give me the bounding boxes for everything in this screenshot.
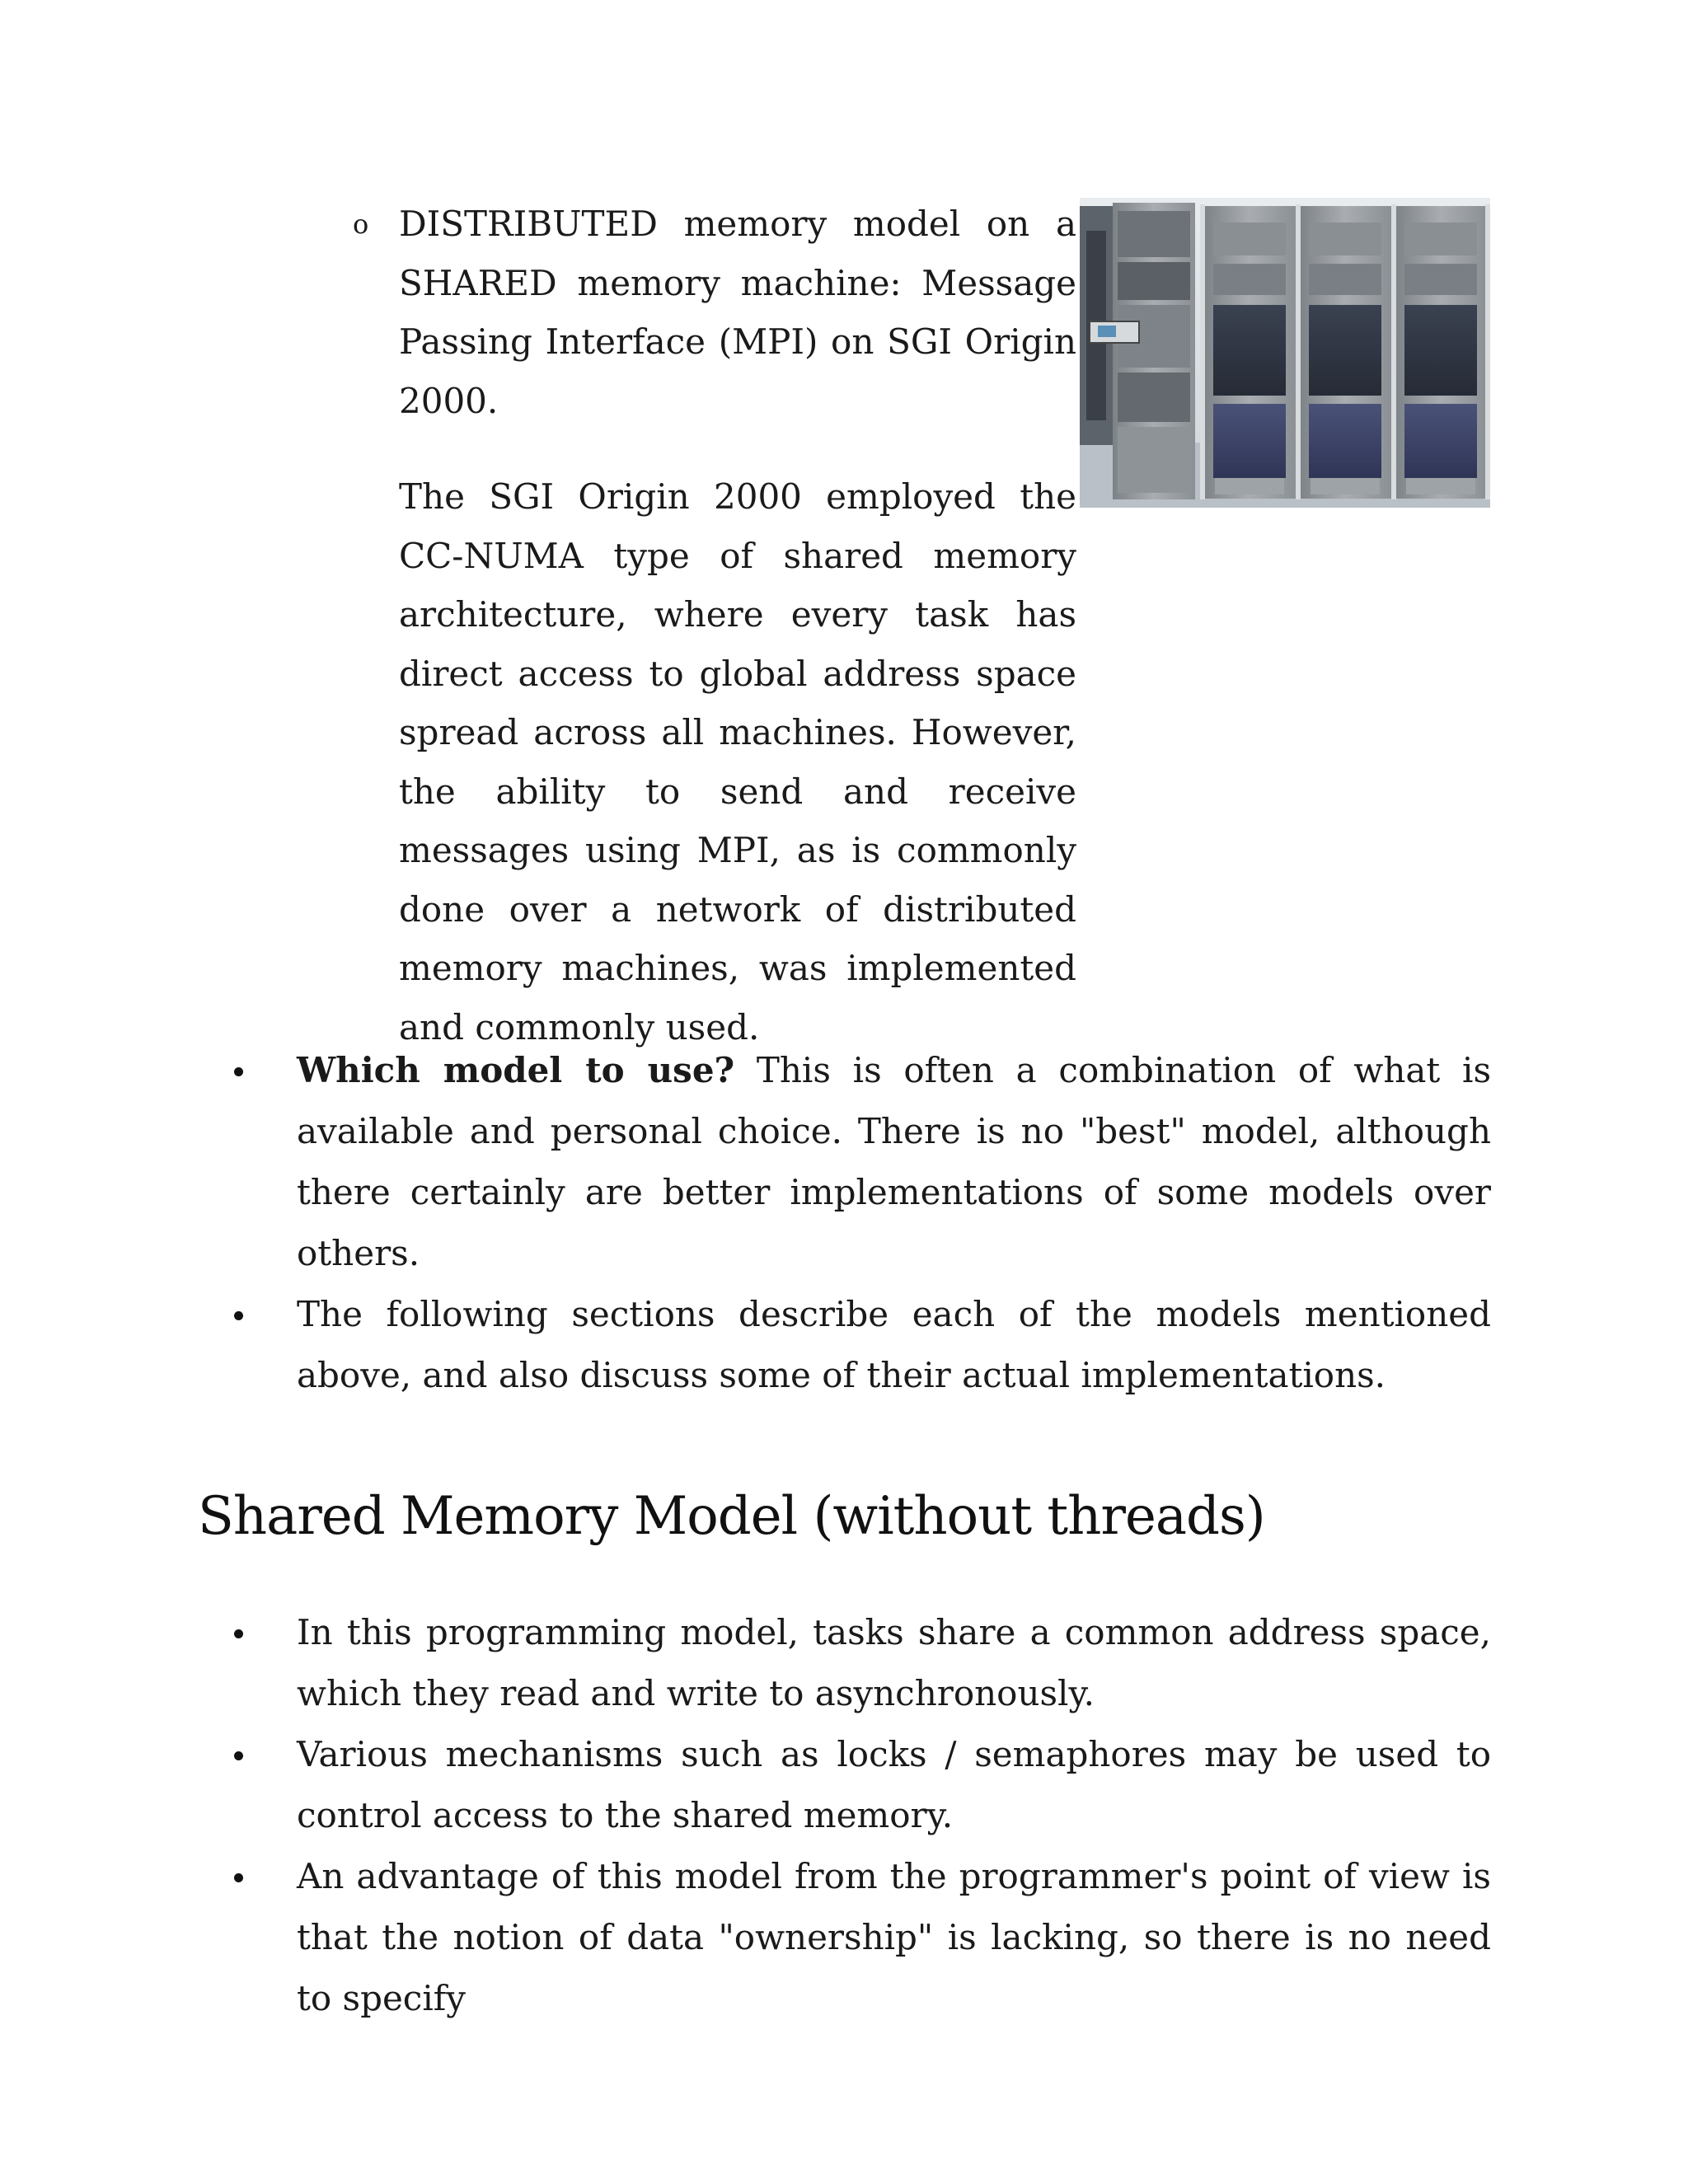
sgi-origin-server-photo xyxy=(1080,198,1490,508)
bullet-dot-icon xyxy=(234,1311,243,1320)
sub-item-paragraph-2: The SGI Origin 2000 employed the CC-NUMA type of shared memory architecture, where every task has direct access to global address space spread across all machines. However, the ability to send and receive messages using MPI, as is commonly done over a network of distributed memory machines, was implemented and commonly used. xyxy=(399,476,1076,1047)
list-item-text: Various mechanisms such as locks / semaphores may be used to control access to the shared memory. xyxy=(297,1734,1491,1835)
bullet-list-shared-memory xyxy=(234,1602,1491,2029)
list-item xyxy=(234,1724,1491,1846)
bullet-dot-icon xyxy=(234,1067,243,1076)
bullet-dot-icon xyxy=(234,1873,243,1882)
list-item-text: An advantage of this model from the programmer's point of view is that the notion of data "ownership" is lacking, so there is no need to specify xyxy=(297,1856,1491,2018)
sub-bullet-marker: o xyxy=(353,209,369,240)
list-item-bold-lead: Which model to use? xyxy=(297,1050,735,1090)
list-item-text: The following sections describe each of the models mentioned above, and also discuss some of their actual implementations. xyxy=(297,1294,1491,1395)
bullet-list-models xyxy=(234,1040,1491,1406)
list-item xyxy=(234,1284,1491,1406)
list-item-text: In this programming model, tasks share a common address space, which they read and write to asynchronously. xyxy=(297,1612,1491,1713)
list-item xyxy=(234,1602,1491,1724)
list-item xyxy=(234,1040,1491,1284)
sub-item-text xyxy=(399,194,1076,1057)
sub-item-paragraph-1: DISTRIBUTED memory model on a SHARED memory machine: Message Passing Interface (MPI) on SGI Origin 2000. xyxy=(399,204,1076,421)
bullet-dot-icon xyxy=(234,1751,243,1760)
section-heading: Shared Memory Model (without threads) xyxy=(198,1486,1265,1547)
bullet-dot-icon xyxy=(234,1629,243,1638)
list-item-text: This is often a combination of what is available and personal choice. There is no "best" model, although there certainly are better implementations of some models over others. xyxy=(297,1050,1491,1273)
list-item xyxy=(234,1846,1491,2029)
